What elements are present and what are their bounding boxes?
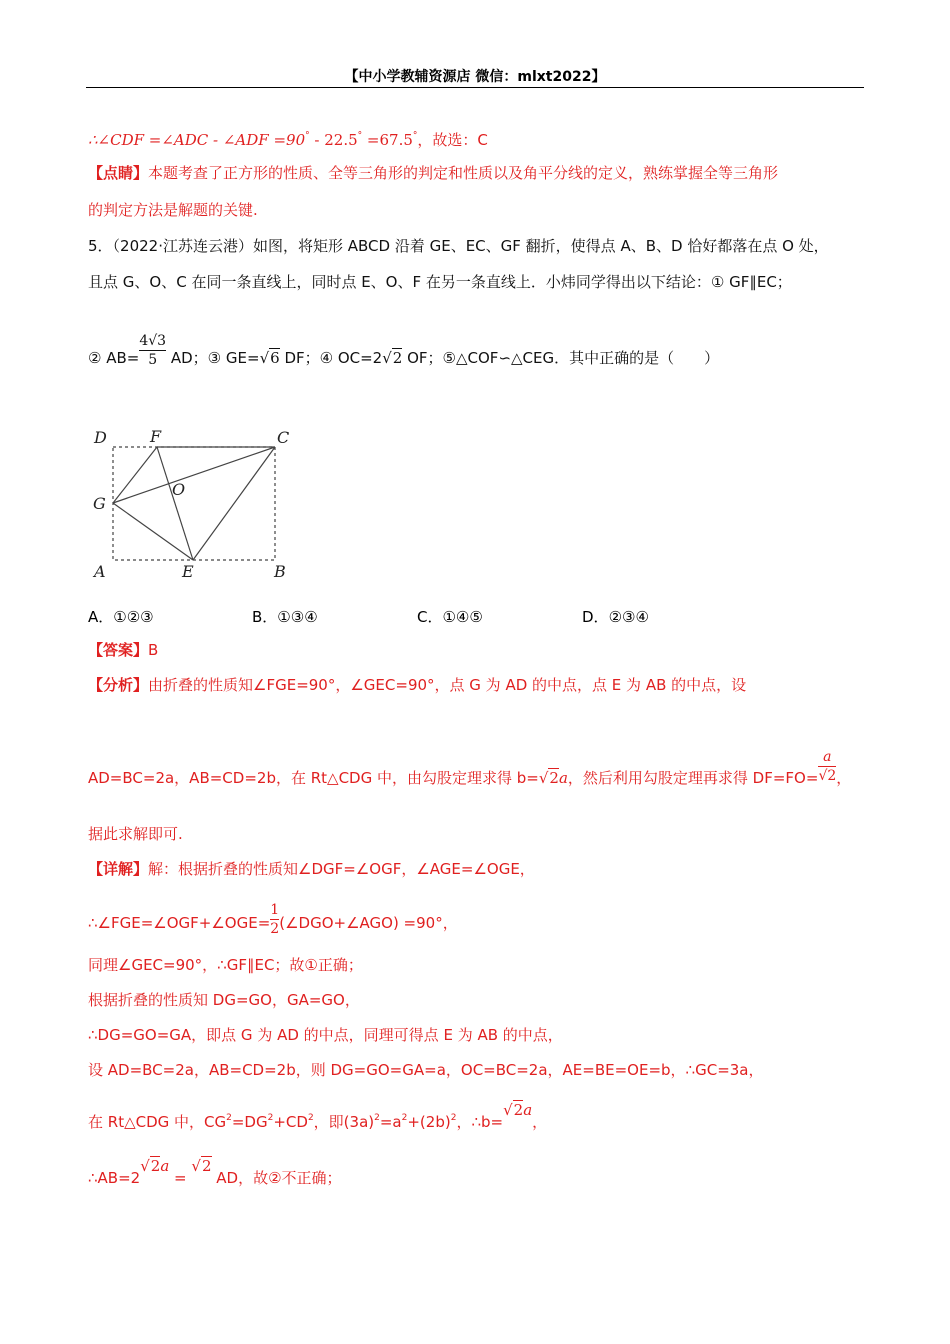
header-rule xyxy=(86,87,864,88)
detail-7g: ，∴b= xyxy=(456,1113,504,1131)
detail-8-var: a xyxy=(160,1157,170,1175)
question-line-2: 且点 G、O、C 在同一条直线上，同时点 E、O、F 在另一条直线上．小炜同学得出以下结论：① GF∥EC； xyxy=(88,273,792,291)
sq-sup: 2 xyxy=(307,1113,314,1123)
prev-choice: ，故选：C xyxy=(417,131,488,149)
analysis-line-1 xyxy=(88,675,746,695)
degree-sup: ° xyxy=(412,131,418,141)
analysis-var: a xyxy=(558,769,568,787)
detail-line-1 xyxy=(88,859,535,879)
analysis-sqrt-radicand: 2 xyxy=(549,769,559,787)
comment-line-2: 的判定方法是解题的关键. xyxy=(88,201,258,219)
sq-sup: 2 xyxy=(401,1113,408,1123)
sq-sup: 2 xyxy=(226,1113,232,1123)
detail-line-5: ∴DG=GO=GA，即点 G 为 AD 的中点，同理可得点 E 为 AB 的中点， xyxy=(88,1026,563,1044)
analysis-frac-num: a xyxy=(823,749,832,765)
segment-ec xyxy=(193,447,275,560)
option-c-text: ①④⑤ xyxy=(442,608,483,626)
label-a: A xyxy=(94,562,106,581)
option-a[interactable] xyxy=(88,606,154,627)
comment-text-1: 本题考查了正方形的性质、全等三角形的判定和性质以及角平分线的定义，熟练掌握全等三角形 xyxy=(148,164,779,182)
detail-7a: 在 Rt△CDG 中，CG xyxy=(88,1113,227,1131)
analysis-sqrt: √2 xyxy=(538,769,559,787)
prev-conclusion xyxy=(88,126,488,150)
detail-half-fraction xyxy=(270,901,279,938)
segment-fe xyxy=(157,447,193,560)
detail-8-eq: = xyxy=(169,1169,192,1187)
detail-8-sqrt-1-radicand: 2 xyxy=(150,1157,161,1175)
answer-line xyxy=(88,640,158,660)
option-b-text: ①③④ xyxy=(277,608,318,626)
analysis-text-1: 由折叠的性质知∠FGE=90°，∠GEC=90°，点 G 为 AD 的中点，点 E 为 AB 的中点，设 xyxy=(148,676,747,694)
detail-8b: AD，故②不正确； xyxy=(211,1169,342,1187)
detail-half-den: 2 xyxy=(270,921,280,937)
sq-sup: 2 xyxy=(267,1113,274,1123)
c3-suffix: DF；④ OC=2 xyxy=(279,349,383,367)
question-line-1: 5．（2022·江苏连云港）如图，将矩形 ABCD 沿着 GE、EC、GF 翻折，使得点 A、B、D 恰好都落在点 O 处， xyxy=(88,237,829,255)
option-d-text: ②③④ xyxy=(608,608,649,626)
detail-7d: ，即(3a) xyxy=(313,1113,375,1131)
detail-7b: =DG xyxy=(231,1113,268,1131)
analysis-text-2-end: ， xyxy=(836,769,852,787)
detail-line-3: 同理∠GEC=90°，∴GF∥EC；故①正确； xyxy=(88,956,363,974)
detail-line-7 xyxy=(88,1101,548,1132)
analysis-frac-den: √2 xyxy=(818,768,837,784)
label-g: G xyxy=(93,494,106,513)
c2-num: 4√3 xyxy=(139,333,167,349)
detail-8-sqrt-2: √2 xyxy=(191,1157,212,1175)
detail-7-end: ， xyxy=(532,1113,548,1131)
option-b[interactable] xyxy=(252,606,318,627)
detail-7-sqrt: √2a xyxy=(503,1101,533,1119)
detail-line-6: 设 AD=BC=2a，AB=CD=2b，则 DG=GO=GA=a，OC=BC=2a，AE=BE=OE=b，∴GC=3a， xyxy=(88,1061,764,1079)
prev-formula-minus: - 22.5 xyxy=(309,131,358,149)
option-d-letter: D． xyxy=(582,608,609,626)
detail-line-8 xyxy=(88,1157,342,1188)
c4-suffix: OF；⑤△COF∽△CEG．其中正确的是（ ） xyxy=(402,349,720,367)
detail-line-2 xyxy=(88,902,458,942)
answer-value: B xyxy=(148,641,159,659)
detail-7-sqrt-radicand: 2 xyxy=(513,1101,524,1119)
detail-text-1: 解：根据折叠的性质知∠DGF=∠OGF，∠AGE=∠OGE， xyxy=(148,860,535,878)
segment-ge xyxy=(113,503,193,560)
degree-sup: ° xyxy=(357,131,363,141)
c2-prefix: ② AB= xyxy=(88,349,140,367)
c2-suffix: AD；③ GE= xyxy=(166,349,260,367)
label-o: O xyxy=(172,480,186,499)
label-d: D xyxy=(94,428,107,447)
analysis-line-3: 据此求解即可. xyxy=(88,825,183,843)
segment-gf xyxy=(113,447,157,503)
detail-8-sqrt-2-radicand: 2 xyxy=(201,1157,212,1175)
label-c: C xyxy=(277,428,290,447)
option-d[interactable] xyxy=(582,606,649,627)
analysis-text-2a: AD=BC=2a，AB=CD=2b，在 Rt△CDG 中，由勾股定理求得 b= xyxy=(88,769,539,787)
option-c-letter: C． xyxy=(417,608,443,626)
page-header: 【中小学教辅资源店 微信：mlxt2022】 xyxy=(344,69,606,85)
option-a-text: ①②③ xyxy=(113,608,154,626)
analysis-line-2 xyxy=(88,749,852,797)
detail-text-2a: ∴∠FGE=∠OGF+∠OGE= xyxy=(88,914,271,932)
detail-text-2b: (∠DGO+∠AGO) =90°， xyxy=(279,914,458,932)
detail-line-4: 根据折叠的性质知 DG=GO，GA=GO， xyxy=(88,991,360,1009)
analysis-tag: 【分析】 xyxy=(88,676,149,694)
label-f: F xyxy=(150,427,162,446)
option-a-letter: A． xyxy=(88,608,114,626)
detail-7-var: a xyxy=(523,1101,533,1119)
comment-tag: 【点睛】 xyxy=(88,164,149,182)
detail-8-sqrt-1: √2a xyxy=(140,1157,170,1175)
label-b: B xyxy=(274,562,286,581)
sqrt-2: √2 xyxy=(382,349,403,367)
option-b-letter: B． xyxy=(252,608,278,626)
prev-formula: ∴∠CDF =∠ADC - ∠ADF =90 xyxy=(88,131,306,149)
analysis-text-2b: ，然后利用勾股定理再求得 DF=FO= xyxy=(567,769,819,787)
sqrt-2-radicand: 2 xyxy=(392,349,403,367)
answer-tag: 【答案】 xyxy=(88,641,149,659)
segment-gc xyxy=(113,447,275,503)
degree-sup: ° xyxy=(305,131,310,141)
label-e: E xyxy=(182,562,194,581)
detail-7e: =a xyxy=(379,1113,402,1131)
detail-half-num: 1 xyxy=(270,902,280,918)
prev-formula-eq: =67.5 xyxy=(362,131,413,149)
sqrt-6: √6 xyxy=(259,349,280,367)
detail-tag: 【详解】 xyxy=(88,860,149,878)
analysis-frac-den-radicand: 2 xyxy=(827,768,837,784)
geometry-figure xyxy=(86,420,306,585)
option-c[interactable] xyxy=(417,606,483,627)
comment-line-1 xyxy=(88,163,778,183)
question-line-3 xyxy=(88,333,720,377)
detail-7f: +(2b) xyxy=(407,1113,451,1131)
c2-fraction xyxy=(139,332,166,369)
c2-den: 5 xyxy=(148,352,158,368)
detail-7c: +CD xyxy=(273,1113,308,1131)
sq-sup: 2 xyxy=(450,1113,457,1123)
sqrt-6-radicand: 6 xyxy=(270,349,280,367)
analysis-fraction xyxy=(818,748,836,785)
rectangle-abcd xyxy=(113,447,275,560)
detail-8a: ∴AB=2 xyxy=(88,1169,141,1187)
sq-sup: 2 xyxy=(374,1113,380,1123)
